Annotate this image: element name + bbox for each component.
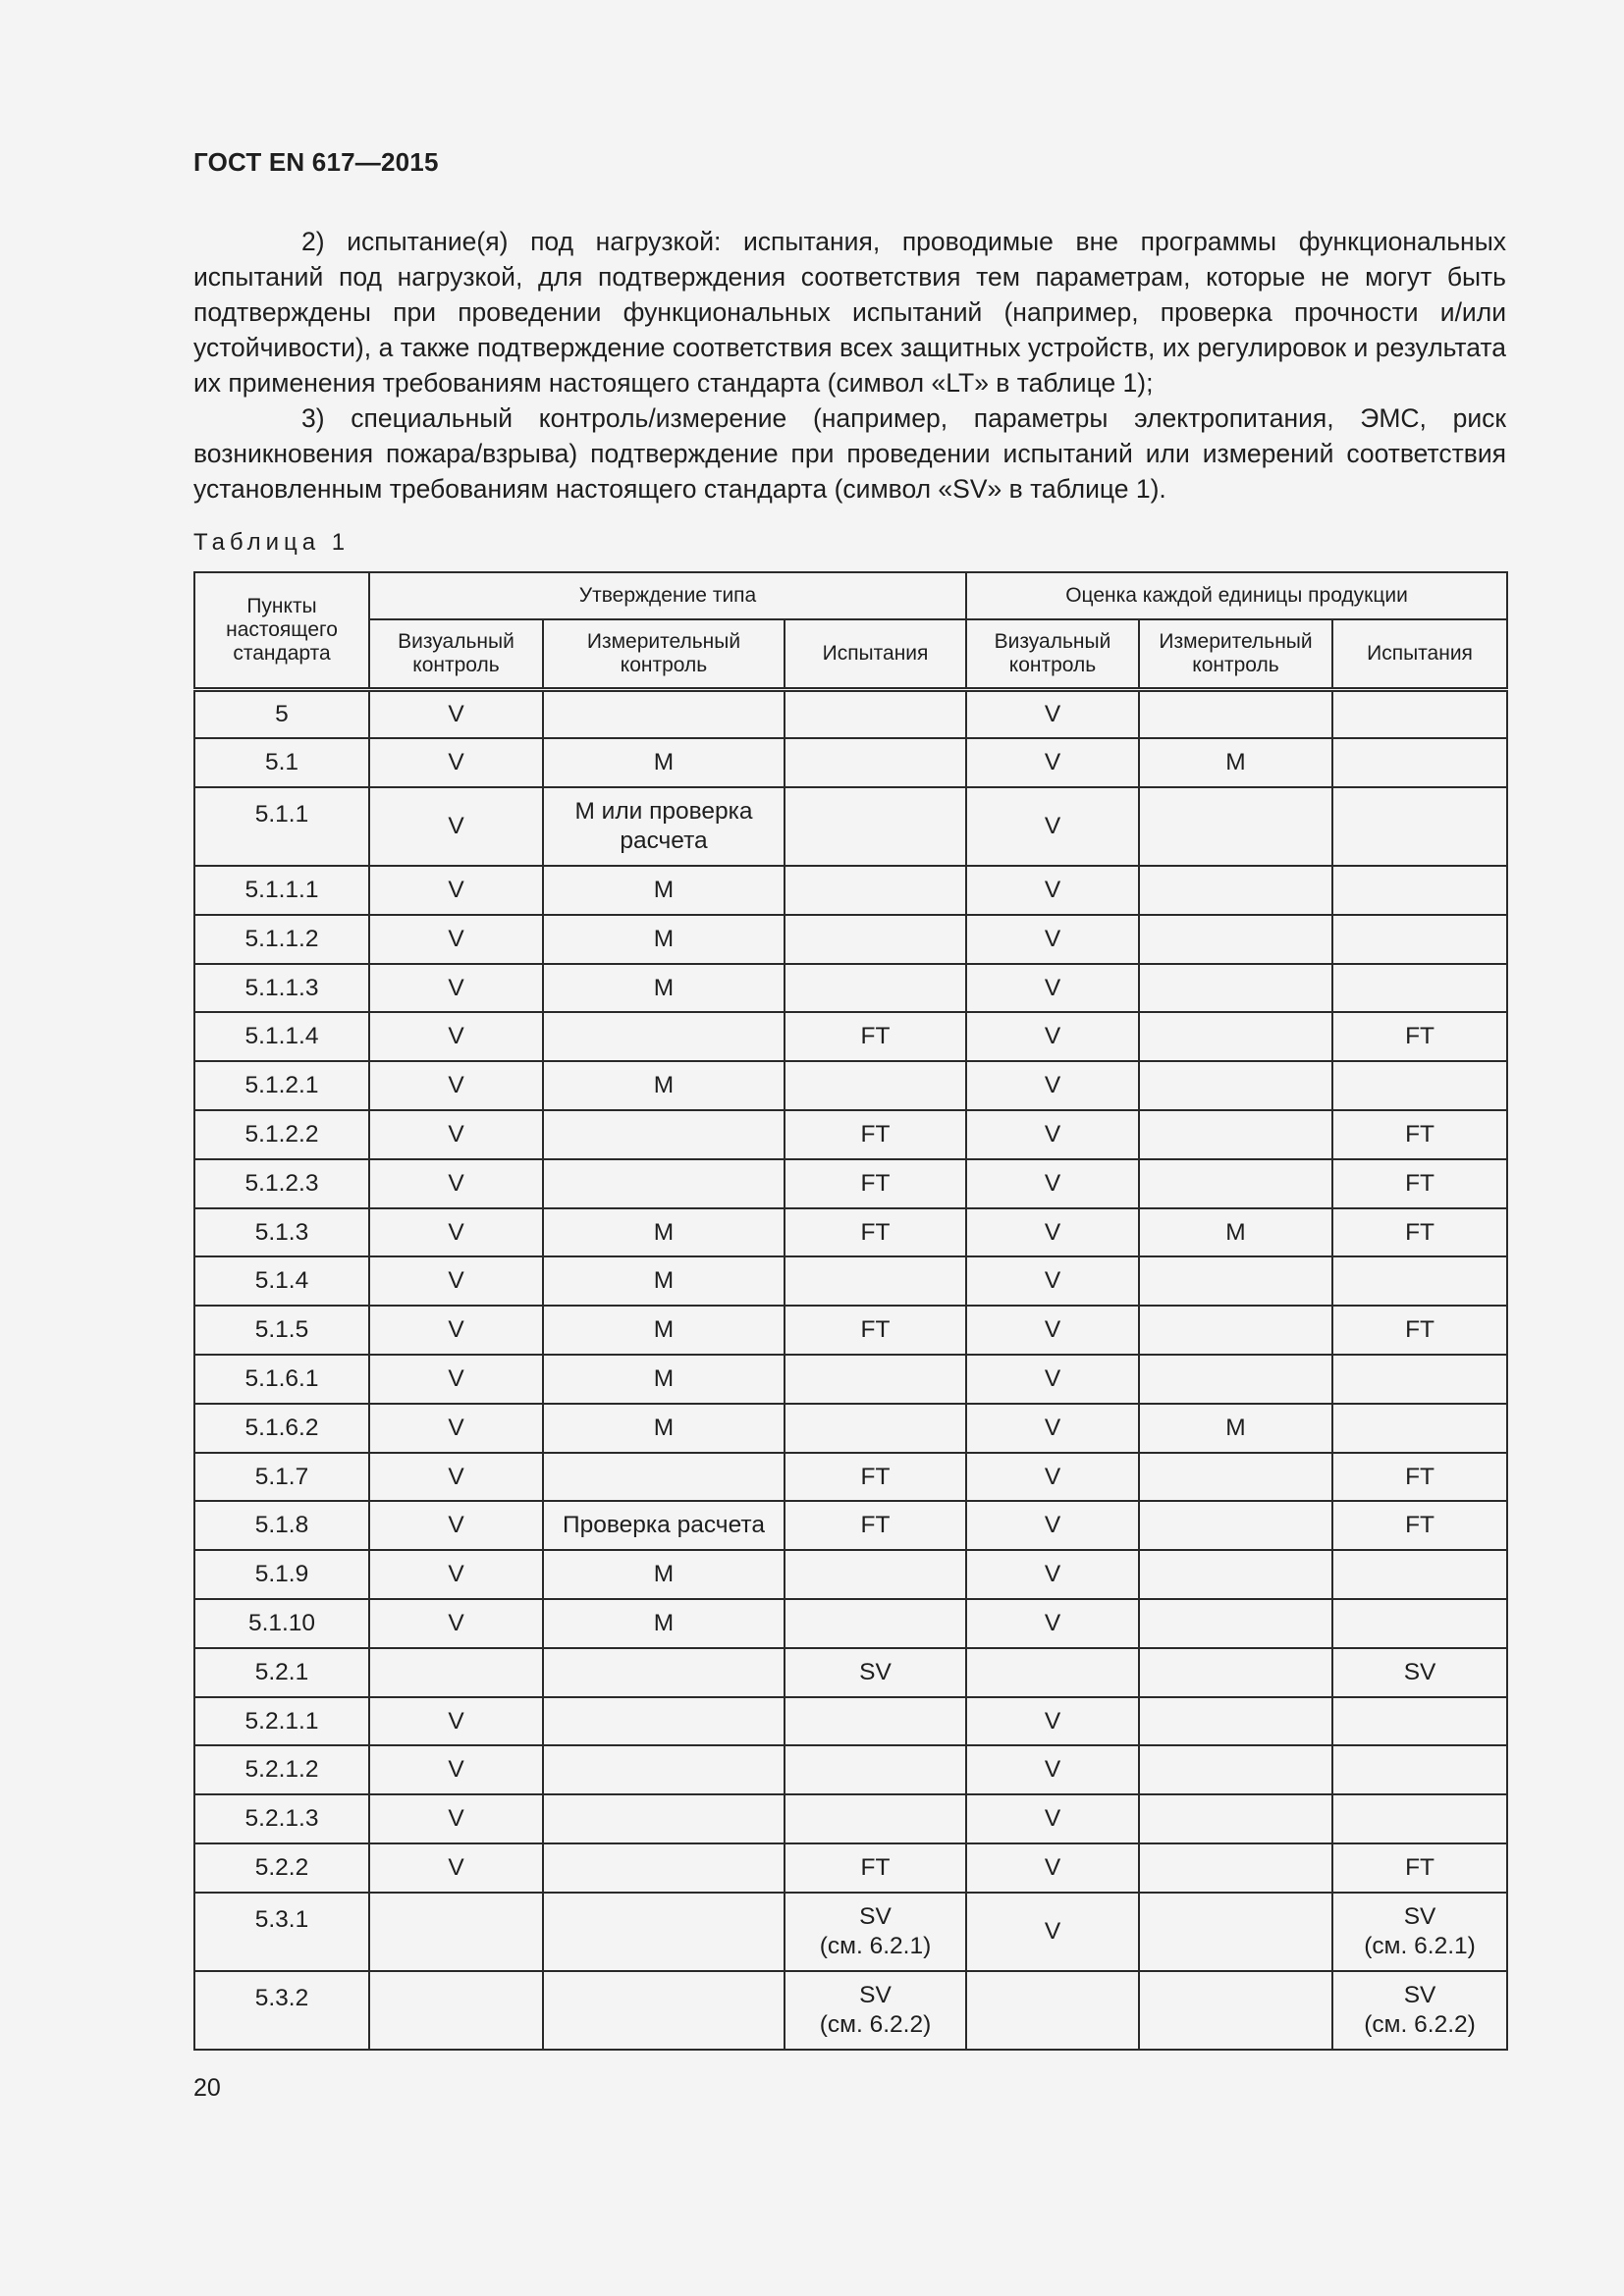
cell-unit-tests: [1332, 1256, 1507, 1306]
cell-type-visual: V: [369, 1306, 543, 1355]
cell-unit-measurement: [1139, 1501, 1332, 1550]
cell-type-tests: SV (см. 6.2.2): [785, 1971, 966, 2050]
cell-type-tests: FT: [785, 1843, 966, 1893]
cell-unit-measurement: [1139, 1159, 1332, 1208]
cell-unit-measurement: [1139, 1110, 1332, 1159]
cell-type-tests: [785, 1745, 966, 1794]
paragraph-load-tests: 2) испытание(я) под нагрузкой: испытания, проводимые вне программы функциональных испытаний под нагрузкой, для подтверждения соответствия тем параметрам, которые не могут быть подтверждены при проведении функциональных испытаний (например, проверка прочности и/или устойчивости), а также подтверждение соответствия всех защитных устройств, их регулировок и результата их применения требованиям настоящего стандарта (символ «LT» в таблице 1);: [193, 227, 1506, 398]
cell-type-tests: SV: [785, 1648, 966, 1697]
cell-type-tests: [785, 1061, 966, 1110]
cell-clause: 5.2.2: [194, 1843, 369, 1893]
cell-type-measurement: [543, 1843, 785, 1893]
table-row: [194, 1355, 1507, 1404]
cell-type-visual: V: [369, 738, 543, 787]
header-type-visual: Визуальный контроль: [369, 619, 543, 690]
cell-type-measurement: M: [543, 964, 785, 1013]
table-row: [194, 1648, 1507, 1697]
cell-unit-tests: [1332, 915, 1507, 964]
cell-type-measurement: M: [543, 1306, 785, 1355]
cell-clause: 5.1.6.1: [194, 1355, 369, 1404]
cell-unit-tests: FT: [1332, 1306, 1507, 1355]
cell-unit-measurement: [1139, 1648, 1332, 1697]
table-row: [194, 1110, 1507, 1159]
cell-unit-visual: V: [966, 1843, 1139, 1893]
cell-unit-tests: [1332, 866, 1507, 915]
cell-unit-tests: [1332, 1794, 1507, 1843]
cell-type-visual: V: [369, 1501, 543, 1550]
cell-type-measurement: M: [543, 1256, 785, 1306]
table-row: [194, 1599, 1507, 1648]
table-row: [194, 1843, 1507, 1893]
cell-clause: 5.1.8: [194, 1501, 369, 1550]
cell-clause: 5.3.2: [194, 1971, 369, 2050]
cell-type-visual: V: [369, 1404, 543, 1453]
table-row: [194, 1501, 1507, 1550]
cell-type-visual: V: [369, 964, 543, 1013]
cell-unit-measurement: [1139, 1012, 1332, 1061]
cell-clause: 5.1.9: [194, 1550, 369, 1599]
cell-unit-tests: [1332, 1697, 1507, 1746]
cell-unit-visual: V: [966, 915, 1139, 964]
table-row: [194, 738, 1507, 787]
cell-type-tests: SV (см. 6.2.1): [785, 1893, 966, 1971]
cell-unit-measurement: M: [1139, 1208, 1332, 1257]
cell-type-measurement: М или проверка расчета: [543, 787, 785, 866]
cell-type-visual: V: [369, 1208, 543, 1257]
table-caption: Таблица 1: [193, 529, 351, 556]
cell-type-visual: V: [369, 1159, 543, 1208]
cell-type-visual: V: [369, 1453, 543, 1502]
table-row: [194, 1012, 1507, 1061]
cell-unit-measurement: [1139, 1306, 1332, 1355]
cell-unit-measurement: [1139, 1745, 1332, 1794]
cell-unit-tests: [1332, 690, 1507, 739]
header-unit-assessment: Оценка каждой единицы продукции: [966, 572, 1507, 619]
cell-unit-measurement: [1139, 1256, 1332, 1306]
table-row: [194, 787, 1507, 866]
cell-unit-measurement: [1139, 1061, 1332, 1110]
cell-unit-tests: SV (см. 6.2.2): [1332, 1971, 1507, 2050]
cell-type-tests: FT: [785, 1110, 966, 1159]
cell-clause: 5.1.6.2: [194, 1404, 369, 1453]
cell-type-tests: [785, 1550, 966, 1599]
cell-type-tests: [785, 964, 966, 1013]
cell-type-visual: V: [369, 1697, 543, 1746]
cell-unit-visual: V: [966, 1501, 1139, 1550]
cell-clause: 5.2.1.1: [194, 1697, 369, 1746]
cell-type-measurement: M: [543, 1550, 785, 1599]
cell-unit-tests: FT: [1332, 1843, 1507, 1893]
cell-unit-visual: V: [966, 1355, 1139, 1404]
cell-unit-tests: SV: [1332, 1648, 1507, 1697]
cell-unit-visual: V: [966, 1012, 1139, 1061]
table-row: [194, 1745, 1507, 1794]
cell-unit-tests: [1332, 1550, 1507, 1599]
table-row: [194, 1697, 1507, 1746]
cell-unit-visual: [966, 1971, 1139, 2050]
cell-type-visual: V: [369, 1794, 543, 1843]
cell-unit-measurement: [1139, 1599, 1332, 1648]
cell-type-measurement: M: [543, 1355, 785, 1404]
cell-unit-measurement: [1139, 1697, 1332, 1746]
cell-clause: 5.1.1.3: [194, 964, 369, 1013]
cell-type-visual: V: [369, 1745, 543, 1794]
cell-unit-measurement: [1139, 915, 1332, 964]
cell-clause: 5.1.1.2: [194, 915, 369, 964]
cell-clause: 5.1.1.4: [194, 1012, 369, 1061]
cell-type-tests: [785, 738, 966, 787]
header-unit-measurement: Измерительный контроль: [1139, 619, 1332, 690]
cell-unit-visual: V: [966, 1404, 1139, 1453]
table-row: [194, 915, 1507, 964]
cell-type-visual: V: [369, 866, 543, 915]
cell-unit-tests: [1332, 738, 1507, 787]
cell-unit-measurement: M: [1139, 1404, 1332, 1453]
table-row: [194, 1208, 1507, 1257]
cell-unit-visual: V: [966, 1110, 1139, 1159]
cell-unit-visual: V: [966, 866, 1139, 915]
cell-type-measurement: M: [543, 738, 785, 787]
cell-type-tests: [785, 1794, 966, 1843]
cell-clause: 5.1.1.1: [194, 866, 369, 915]
cell-type-visual: [369, 1971, 543, 2050]
cell-type-tests: [785, 1599, 966, 1648]
header-unit-visual: Визуальный контроль: [966, 619, 1139, 690]
header-type-measurement: Измерительный контроль: [543, 619, 785, 690]
cell-unit-tests: SV (см. 6.2.1): [1332, 1893, 1507, 1971]
cell-type-visual: V: [369, 1061, 543, 1110]
cell-unit-measurement: [1139, 690, 1332, 739]
table-row: [194, 1404, 1507, 1453]
cell-unit-measurement: [1139, 1893, 1332, 1971]
cell-unit-visual: V: [966, 1159, 1139, 1208]
cell-type-visual: V: [369, 1355, 543, 1404]
table-row: [194, 866, 1507, 915]
cell-type-visual: V: [369, 1256, 543, 1306]
cell-type-tests: [785, 866, 966, 915]
cell-unit-tests: [1332, 787, 1507, 866]
cell-unit-visual: V: [966, 690, 1139, 739]
cell-clause: 5: [194, 690, 369, 739]
cell-type-measurement: M: [543, 1061, 785, 1110]
cell-type-measurement: [543, 1745, 785, 1794]
cell-unit-measurement: [1139, 866, 1332, 915]
cell-type-measurement: [543, 1453, 785, 1502]
cell-clause: 5.1.2.1: [194, 1061, 369, 1110]
cell-unit-visual: [966, 1648, 1139, 1697]
table-row: [194, 964, 1507, 1013]
cell-unit-visual: V: [966, 738, 1139, 787]
cell-type-measurement: M: [543, 866, 785, 915]
cell-clause: 5.1.10: [194, 1599, 369, 1648]
cell-unit-tests: [1332, 1599, 1507, 1648]
cell-unit-measurement: [1139, 1843, 1332, 1893]
cell-unit-tests: FT: [1332, 1208, 1507, 1257]
cell-unit-visual: V: [966, 1256, 1139, 1306]
cell-type-tests: [785, 690, 966, 739]
table-row: [194, 690, 1507, 739]
cell-type-measurement: [543, 690, 785, 739]
cell-unit-measurement: [1139, 1355, 1332, 1404]
cell-type-visual: V: [369, 787, 543, 866]
cell-clause: 5.1.3: [194, 1208, 369, 1257]
cell-type-tests: [785, 1404, 966, 1453]
cell-type-tests: FT: [785, 1306, 966, 1355]
cell-unit-visual: V: [966, 787, 1139, 866]
cell-unit-measurement: [1139, 964, 1332, 1013]
cell-type-tests: [785, 1697, 966, 1746]
cell-unit-visual: V: [966, 1697, 1139, 1746]
cell-type-measurement: [543, 1159, 785, 1208]
cell-unit-tests: [1332, 1404, 1507, 1453]
cell-unit-measurement: [1139, 1550, 1332, 1599]
cell-unit-tests: [1332, 1745, 1507, 1794]
table-row: [194, 1971, 1507, 2050]
document-header: ГОСТ EN 617—2015: [193, 147, 439, 177]
header-unit-tests: Испытания: [1332, 619, 1507, 690]
cell-clause: 5.1.4: [194, 1256, 369, 1306]
cell-unit-visual: V: [966, 1794, 1139, 1843]
header-clauses: Пункты настоящего стандарта: [194, 572, 369, 690]
cell-type-measurement: M: [543, 1599, 785, 1648]
table-row: [194, 1550, 1507, 1599]
cell-unit-measurement: [1139, 1453, 1332, 1502]
cell-clause: 5.1.2.2: [194, 1110, 369, 1159]
cell-clause: 5.2.1.3: [194, 1794, 369, 1843]
paragraph-special-control: 3) специальный контроль/измерение (например, параметры электропитания, ЭМС, риск возникновения пожара/взрыва) подтверждение при проведении испытаний или измерений соответствия установленным требованиям настоящего стандарта (символ «SV» в таблице 1).: [193, 403, 1506, 504]
cell-type-measurement: [543, 1697, 785, 1746]
page-number: 20: [193, 2074, 221, 2102]
cell-type-tests: FT: [785, 1208, 966, 1257]
cell-type-visual: V: [369, 1843, 543, 1893]
cell-type-measurement: [543, 1012, 785, 1061]
cell-type-measurement: [543, 1648, 785, 1697]
cell-clause: 5.2.1: [194, 1648, 369, 1697]
compliance-table: [193, 571, 1508, 2051]
cell-type-visual: [369, 1893, 543, 1971]
table-row: [194, 1453, 1507, 1502]
cell-type-tests: [785, 787, 966, 866]
cell-unit-visual: V: [966, 1893, 1139, 1971]
cell-clause: 5.1: [194, 738, 369, 787]
cell-type-tests: FT: [785, 1453, 966, 1502]
cell-type-tests: FT: [785, 1159, 966, 1208]
cell-unit-visual: V: [966, 1061, 1139, 1110]
table-body: [194, 690, 1507, 2050]
cell-unit-tests: FT: [1332, 1012, 1507, 1061]
cell-type-tests: [785, 1355, 966, 1404]
cell-type-measurement: M: [543, 915, 785, 964]
cell-unit-visual: V: [966, 1208, 1139, 1257]
cell-unit-tests: [1332, 964, 1507, 1013]
cell-clause: 5.1.7: [194, 1453, 369, 1502]
cell-unit-tests: [1332, 1355, 1507, 1404]
table-row: [194, 1893, 1507, 1971]
cell-unit-tests: FT: [1332, 1159, 1507, 1208]
cell-unit-visual: V: [966, 1745, 1139, 1794]
table-row: [194, 1159, 1507, 1208]
cell-unit-measurement: [1139, 787, 1332, 866]
cell-clause: 5.2.1.2: [194, 1745, 369, 1794]
table-row: [194, 1306, 1507, 1355]
cell-type-visual: [369, 1648, 543, 1697]
cell-unit-tests: FT: [1332, 1453, 1507, 1502]
cell-type-measurement: M: [543, 1404, 785, 1453]
body-text: [193, 224, 1506, 507]
cell-unit-visual: V: [966, 1599, 1139, 1648]
cell-type-measurement: [543, 1971, 785, 2050]
cell-clause: 5.1.1: [194, 787, 369, 866]
cell-type-visual: V: [369, 1550, 543, 1599]
cell-clause: 5.1.5: [194, 1306, 369, 1355]
cell-type-tests: [785, 1256, 966, 1306]
cell-type-tests: FT: [785, 1501, 966, 1550]
table-row: [194, 1256, 1507, 1306]
cell-type-measurement: Проверка расчета: [543, 1501, 785, 1550]
cell-unit-measurement: M: [1139, 738, 1332, 787]
cell-type-measurement: M: [543, 1208, 785, 1257]
cell-type-measurement: [543, 1110, 785, 1159]
header-type-approval: Утверждение типа: [369, 572, 966, 619]
cell-clause: 5.1.2.3: [194, 1159, 369, 1208]
cell-unit-tests: FT: [1332, 1501, 1507, 1550]
cell-type-visual: V: [369, 1110, 543, 1159]
cell-unit-visual: V: [966, 1453, 1139, 1502]
cell-unit-tests: [1332, 1061, 1507, 1110]
cell-clause: 5.3.1: [194, 1893, 369, 1971]
cell-type-tests: [785, 915, 966, 964]
table-row: [194, 1061, 1507, 1110]
cell-unit-measurement: [1139, 1971, 1332, 2050]
cell-unit-visual: V: [966, 1550, 1139, 1599]
cell-type-visual: V: [369, 1012, 543, 1061]
cell-type-visual: V: [369, 1599, 543, 1648]
cell-type-visual: V: [369, 690, 543, 739]
cell-unit-tests: FT: [1332, 1110, 1507, 1159]
cell-unit-measurement: [1139, 1794, 1332, 1843]
cell-type-visual: V: [369, 915, 543, 964]
cell-unit-visual: V: [966, 964, 1139, 1013]
table-row: [194, 1794, 1507, 1843]
cell-type-measurement: [543, 1794, 785, 1843]
cell-type-measurement: [543, 1893, 785, 1971]
cell-type-tests: FT: [785, 1012, 966, 1061]
cell-unit-visual: V: [966, 1306, 1139, 1355]
header-type-tests: Испытания: [785, 619, 966, 690]
